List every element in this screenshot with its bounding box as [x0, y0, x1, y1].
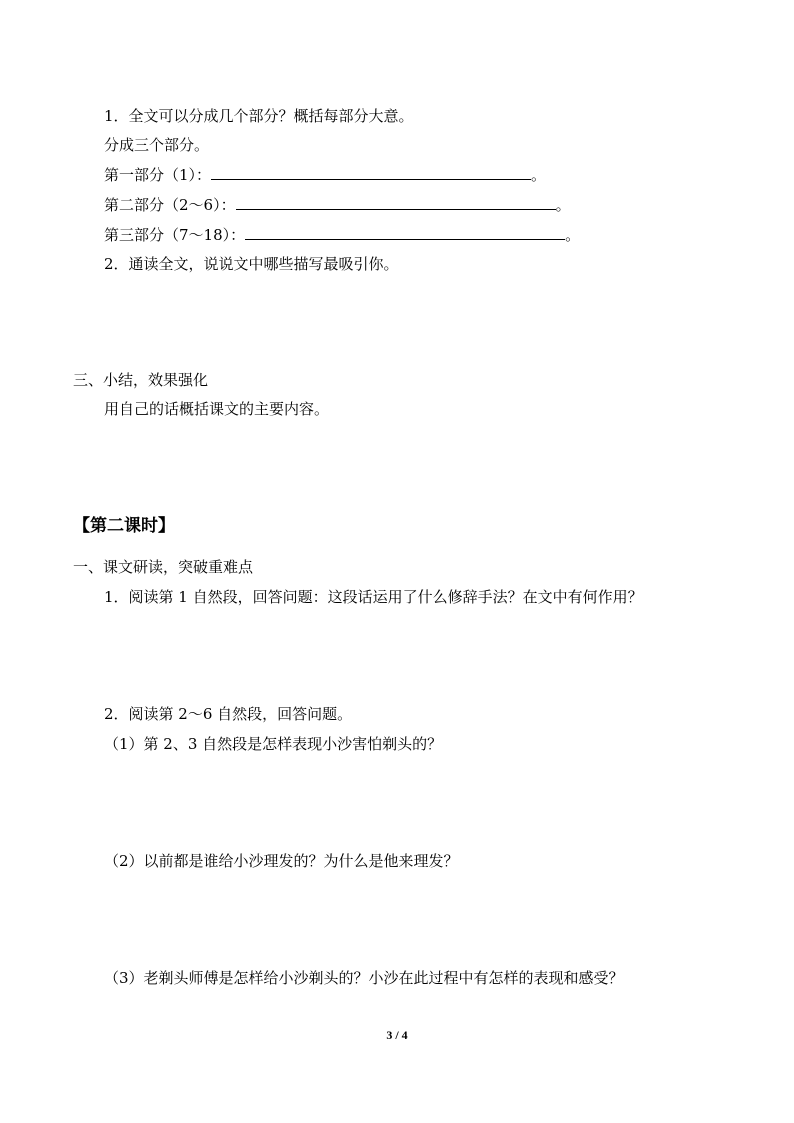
- part-1-blank[interactable]: [211, 165, 531, 180]
- summary-task: 用自己的话概括课文的主要内容。: [104, 400, 330, 418]
- sub-question-1: （1）第 2、3 自然段是怎样表现小沙害怕剃头的？: [104, 735, 443, 753]
- part-3-label: 第三部分（7～18）：: [104, 226, 246, 244]
- lesson-2-heading: 【第二课时】: [73, 516, 175, 536]
- lesson2-question-1: 1．阅读第 1 自然段，回答问题：这段话运用了什么修辞手法？在文中有何作用？: [104, 588, 643, 606]
- page-number: 3 / 4: [386, 1028, 408, 1042]
- part-1-row: [104, 165, 546, 185]
- part-2-blank[interactable]: [236, 195, 556, 210]
- question-1: 1．全文可以分成几个部分？概括每部分大意。: [104, 107, 414, 125]
- question-2: 2．通读全文，说说文中哪些描写最吸引你。: [104, 255, 399, 273]
- period: 。: [565, 226, 581, 244]
- part-2-label: 第二部分（2～6）：: [104, 196, 236, 214]
- period: 。: [555, 196, 571, 214]
- section-title-summary: 三、小结，效果强化: [73, 371, 209, 389]
- period: 。: [531, 166, 547, 184]
- lesson2-question-2: 2．阅读第 2～6 自然段，回答问题。: [104, 705, 353, 723]
- part-3-blank[interactable]: [245, 225, 565, 240]
- section-title-study: 一、课文研读，突破重难点: [73, 558, 254, 576]
- answer-intro: 分成三个部分。: [104, 136, 210, 154]
- sub-question-3: （3）老剃头师傅是怎样给小沙剃头的？小沙在此过程中有怎样的表现和感受？: [104, 969, 624, 987]
- part-3-row: [104, 225, 580, 245]
- part-2-row: [104, 195, 571, 215]
- part-1-label: 第一部分（1）：: [104, 166, 212, 184]
- sub-question-2: （2）以前都是谁给小沙理发的？为什么是他来理发？: [104, 852, 459, 870]
